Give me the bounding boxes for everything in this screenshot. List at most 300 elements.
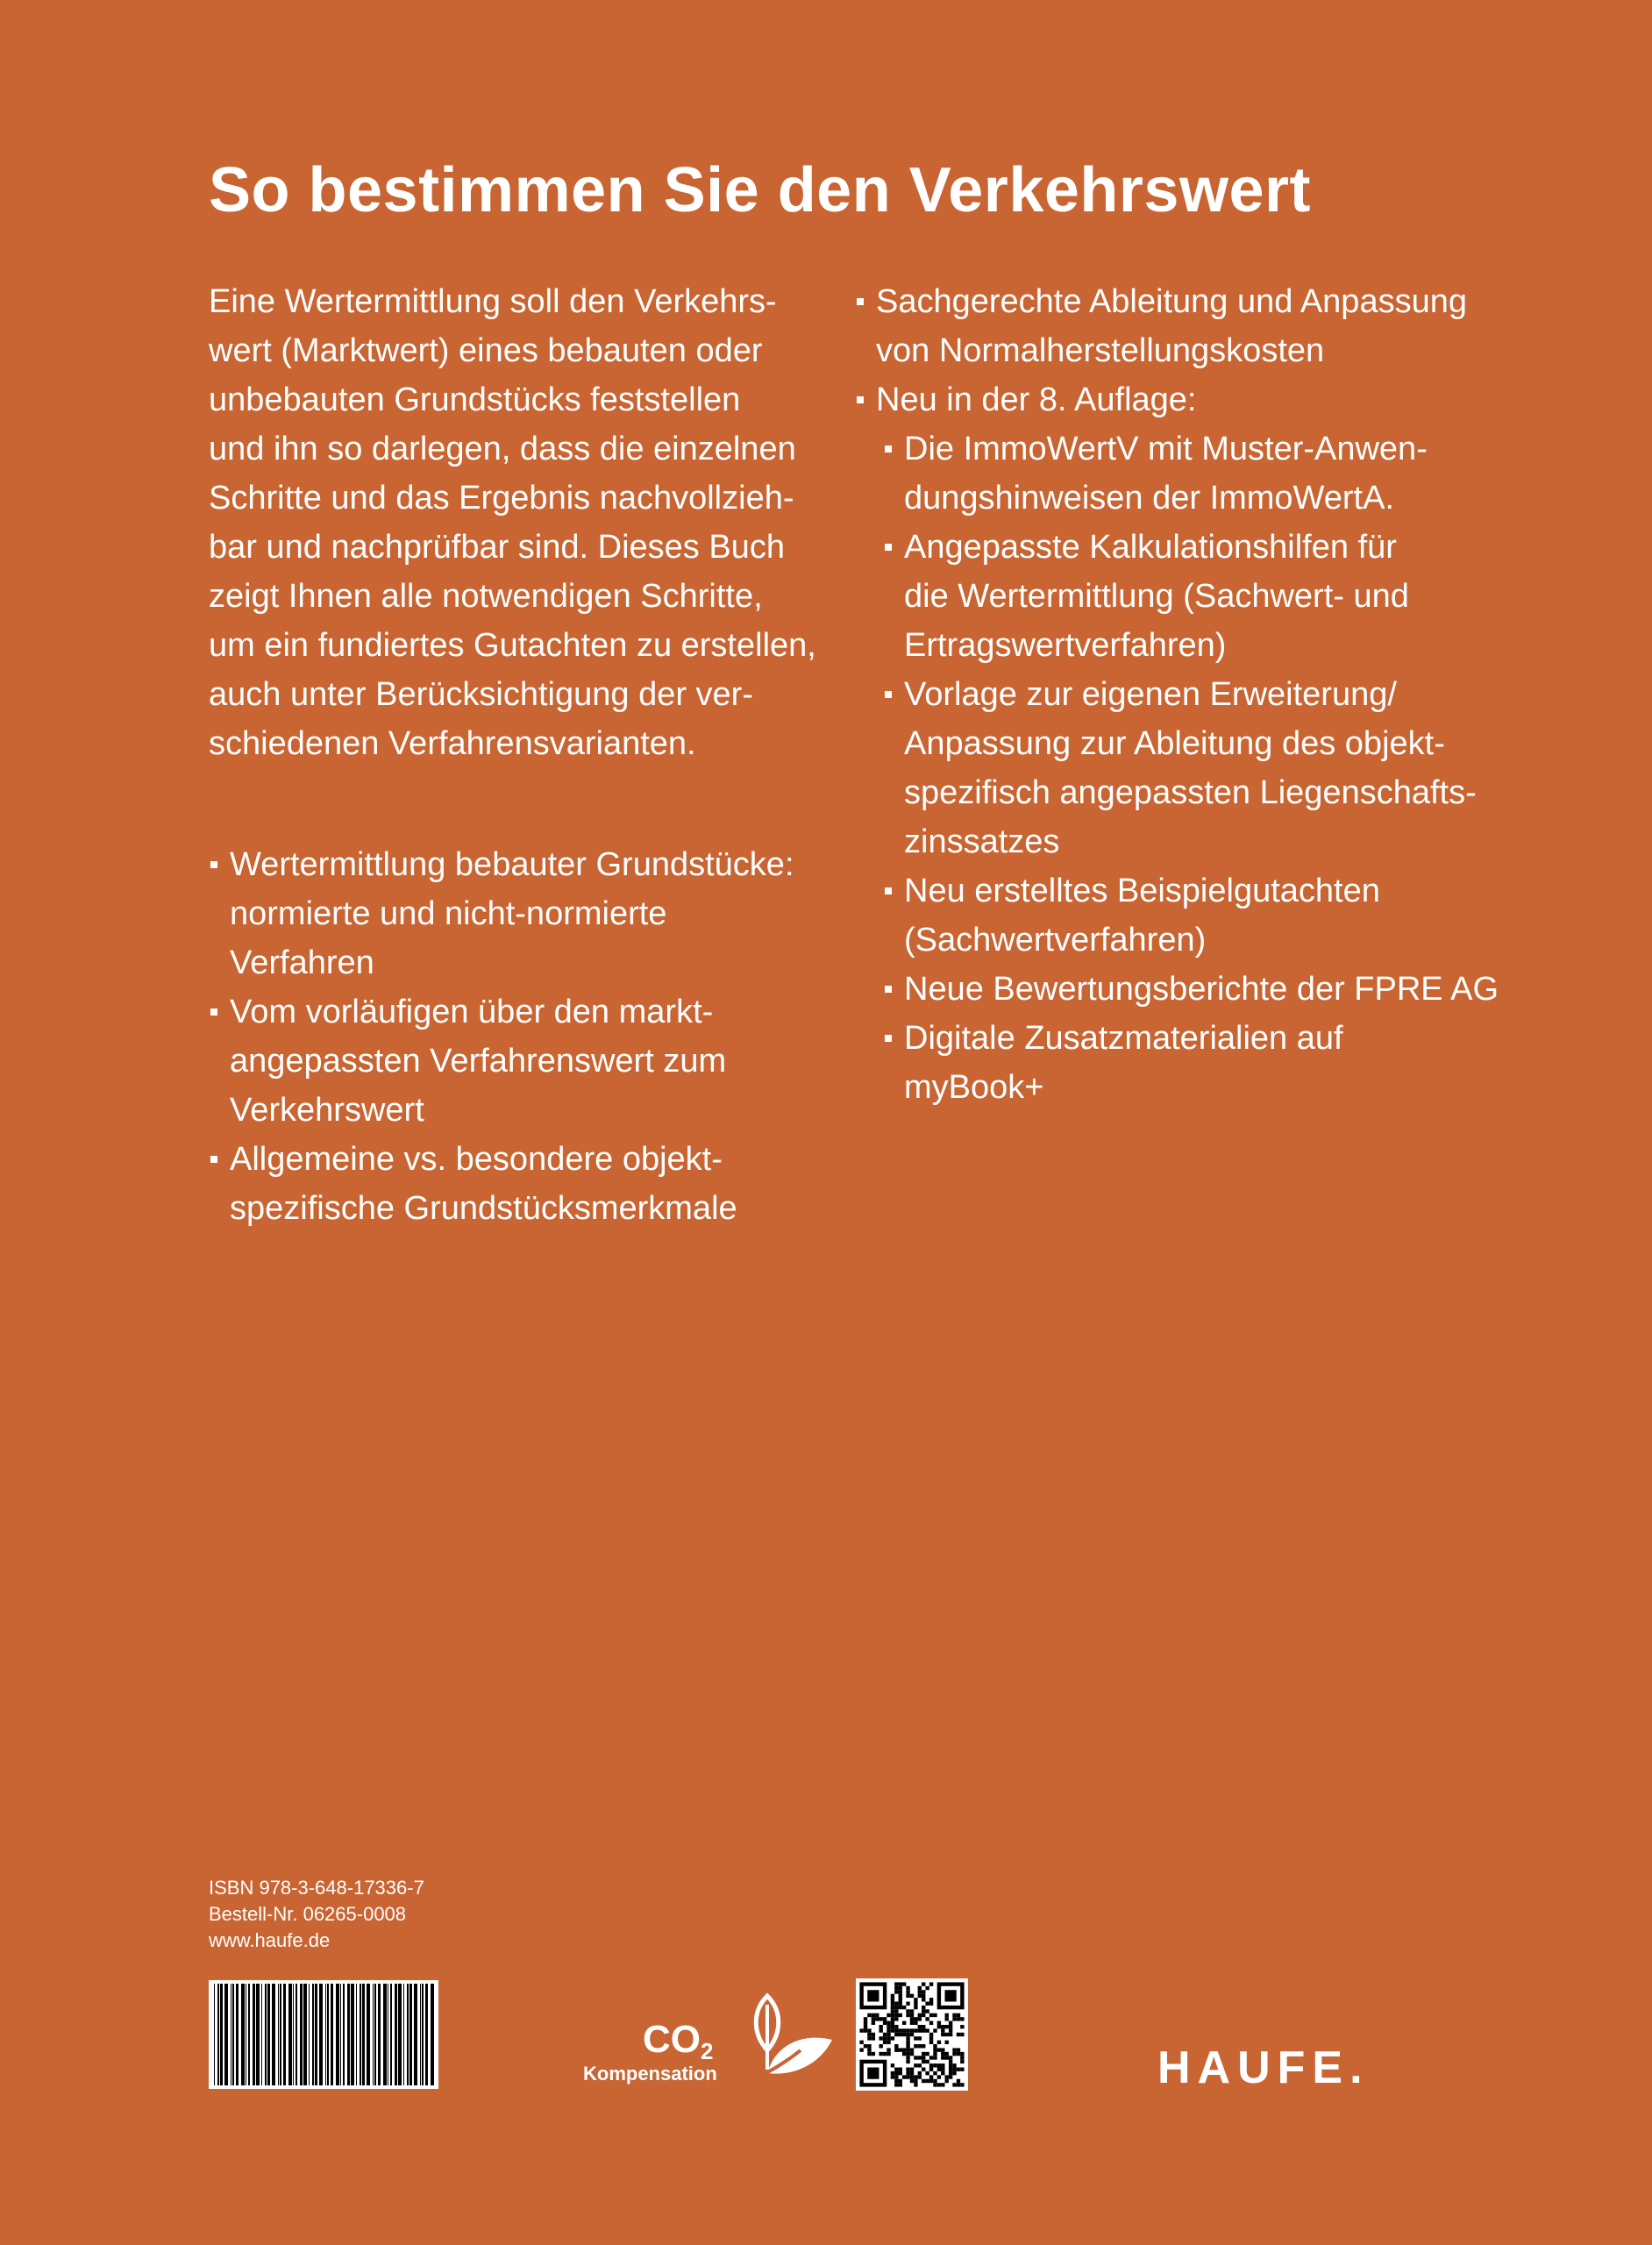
bullet-text-line: angepassten Verfahrenswert zum	[230, 1043, 727, 1080]
bullet-text-line: Anpassung zur Ableitung des objekt-	[904, 725, 1445, 762]
bullet-text-line: Angepasste Kalkulationshilfen für	[904, 529, 1397, 566]
qr-module	[859, 2048, 863, 2051]
barcode-bar	[431, 1984, 434, 2085]
qr-module	[929, 2056, 933, 2059]
qr-module	[902, 2028, 906, 2032]
qr-module	[929, 2021, 933, 2025]
qr-module	[929, 2033, 933, 2036]
qr-module	[867, 2033, 871, 2036]
qr-module	[906, 2028, 909, 2032]
barcode-bar	[272, 1984, 275, 2085]
qr-module	[957, 2079, 960, 2083]
bullet-text-line: Neu in der 8. Auflage:	[876, 381, 1197, 418]
left-column	[209, 277, 822, 1233]
qr-module	[910, 2071, 914, 2075]
qr-module	[867, 2036, 871, 2040]
bullet-item	[209, 1135, 822, 1233]
qr-module	[918, 1990, 922, 1993]
qr-module	[864, 2021, 867, 2025]
qr-module	[922, 2052, 925, 2056]
qr-module	[929, 2041, 933, 2044]
qr-module	[894, 2013, 898, 2017]
qr-module	[875, 2013, 879, 2017]
barcode-bar	[319, 1984, 323, 2085]
qr-module	[949, 2056, 952, 2059]
sub-bullet-item	[855, 523, 1469, 670]
qr-module	[891, 2075, 894, 2078]
qr-module	[922, 1994, 925, 1998]
bullet-text-line: Sachgerechte Ableitung und Anpassung	[876, 283, 1467, 320]
barcode-icon	[209, 1980, 438, 2089]
square-bullet-icon	[210, 1008, 217, 1016]
intro-line: zeigt Ihnen alle notwendigen Schritte,	[209, 578, 763, 615]
barcode-bar	[422, 1984, 424, 2085]
qr-module	[910, 2009, 914, 2013]
qr-module	[906, 2036, 909, 2040]
qr-module	[891, 2025, 894, 2028]
bullet-text-line: zinssatzes	[904, 823, 1060, 860]
qr-module	[891, 2036, 894, 2040]
qr-module	[910, 2048, 914, 2051]
qr-module	[879, 2036, 882, 2040]
qr-module	[922, 1982, 925, 1985]
barcode-bar	[340, 1984, 341, 2085]
qr-module	[937, 2068, 941, 2071]
bullet-text-line: Vom vorläufigen über den markt-	[230, 994, 714, 1030]
qr-module	[918, 2056, 922, 2059]
barcode-bar	[267, 1984, 270, 2085]
barcode-bar	[409, 1984, 412, 2085]
barcode-bar	[248, 1984, 250, 2085]
qr-module	[918, 2036, 922, 2040]
qr-module	[914, 2075, 917, 2078]
qr-module	[910, 2017, 914, 2020]
qr-module	[945, 1990, 957, 2001]
qr-module	[949, 2033, 952, 2036]
bullet-item	[209, 987, 822, 1135]
qr-module	[899, 1990, 902, 1993]
qr-module	[945, 2079, 949, 2083]
bullet-text-line: dungshinweisen der ImmoWertA.	[904, 480, 1394, 517]
qr-module	[914, 2056, 917, 2059]
order-number: Bestell-Nr. 06265-0008	[209, 1903, 407, 1925]
qr-module	[887, 2033, 890, 2036]
qr-module	[867, 2048, 871, 2051]
qr-module	[952, 2063, 956, 2067]
qr-module	[937, 2075, 941, 2078]
qr-module	[922, 1998, 925, 2001]
qr-module	[929, 2079, 933, 2083]
qr-module	[922, 2006, 925, 2009]
qr-module	[925, 2017, 929, 2020]
qr-module	[929, 1982, 933, 1985]
qr-module	[937, 2041, 941, 2044]
qr-module	[891, 2028, 894, 2032]
square-bullet-icon	[885, 887, 892, 894]
barcode-bar	[347, 1984, 350, 2085]
barcode-bar	[403, 1984, 404, 2085]
qr-module	[906, 2060, 909, 2063]
qr-module	[925, 2028, 929, 2032]
barcode-bar	[300, 1984, 303, 2085]
qr-module	[883, 2036, 887, 2040]
barcode-bar	[374, 1984, 376, 2085]
co2-label: CO2	[643, 2018, 714, 2064]
qr-module	[925, 2001, 929, 2005]
qr-module	[960, 2052, 964, 2056]
qr-module	[918, 2013, 922, 2017]
qr-module	[899, 1982, 902, 1985]
qr-module	[957, 2068, 960, 2071]
qr-module	[952, 2068, 956, 2071]
qr-module	[906, 1990, 909, 1993]
barcode-bar	[336, 1984, 339, 2085]
bullet-text-line: myBook+	[904, 1069, 1044, 1106]
qr-module	[952, 2083, 956, 2086]
qr-module	[929, 2001, 933, 2005]
barcode-bar	[309, 1984, 310, 2085]
qr-module	[910, 2021, 914, 2025]
barcode-bar	[420, 1984, 421, 2085]
qr-module	[918, 1994, 922, 1998]
qr-module	[883, 2021, 887, 2025]
bullet-text-line: Wertermittlung bebauter Grundstücke:	[230, 846, 794, 883]
qr-module	[891, 2021, 894, 2025]
qr-module	[929, 1998, 933, 2001]
qr-module	[945, 2013, 949, 2017]
qr-module	[914, 2006, 917, 2009]
barcode-bar	[378, 1984, 381, 2085]
barcode-graphic	[209, 1980, 438, 2089]
qr-module	[883, 2017, 887, 2020]
qr-module	[918, 2063, 922, 2067]
qr-module	[883, 2033, 887, 2036]
qr-module	[952, 2071, 956, 2075]
qr-module	[891, 2009, 894, 2013]
barcode-bar	[351, 1984, 354, 2085]
bullet-text-line: normierte und nicht-normierte	[230, 895, 667, 932]
qr-module	[910, 2013, 914, 2017]
qr-module	[899, 2001, 902, 2005]
qr-module	[914, 1998, 917, 2001]
qr-module	[906, 1994, 909, 1998]
qr-module	[887, 2041, 890, 2044]
barcode-bar	[288, 1984, 292, 2085]
qr-module	[949, 2068, 952, 2071]
bullet-text-line: die Wertermittlung (Sachwert- und	[904, 578, 1409, 615]
qr-module	[879, 2017, 882, 2020]
qr-module	[899, 2013, 902, 2017]
barcode-bar	[331, 1984, 333, 2085]
barcode-bar	[360, 1984, 361, 2085]
qr-module	[894, 2083, 898, 2086]
qr-module	[933, 2063, 936, 2067]
qr-module	[941, 2056, 944, 2059]
square-bullet-icon	[210, 1156, 217, 1163]
qr-module	[960, 2033, 964, 2036]
qr-module	[887, 2025, 890, 2028]
qr-module	[887, 2052, 890, 2056]
qr-module	[925, 2079, 929, 2083]
bullet-text-line: spezifisch angepassten Liegenschafts-	[904, 774, 1477, 811]
qr-module	[914, 2028, 917, 2032]
qr-module	[859, 2028, 863, 2032]
bullet-text-line: Verfahren	[230, 944, 374, 981]
square-bullet-icon	[885, 691, 892, 698]
qr-module	[899, 2068, 902, 2071]
qr-module	[887, 2021, 890, 2025]
qr-module	[910, 2079, 914, 2083]
qr-module	[957, 2048, 960, 2051]
qr-module	[914, 2044, 917, 2048]
qr-module	[899, 2079, 902, 2083]
qr-module	[864, 2044, 867, 2048]
qr-module	[906, 2009, 909, 2013]
qr-module	[949, 2075, 952, 2078]
qr-module	[867, 2052, 871, 2056]
barcode-bar	[383, 1984, 387, 2085]
qr-module	[922, 2056, 925, 2059]
qr-module	[883, 2052, 887, 2056]
qr-module	[894, 2068, 898, 2071]
qr-module	[891, 2017, 894, 2020]
barcode-bar	[407, 1984, 409, 2085]
book-meta	[209, 1875, 424, 1954]
qr-module	[910, 2028, 914, 2032]
qr-module	[899, 1986, 902, 1990]
qr-module	[867, 2028, 871, 2032]
website-link[interactable]: www.haufe.de	[209, 1929, 331, 1951]
qr-module	[910, 2075, 914, 2078]
qr-module	[867, 2013, 871, 2017]
qr-module	[879, 2044, 882, 2048]
qr-module	[933, 2071, 936, 2075]
qr-module	[945, 2025, 949, 2028]
barcode-bar	[362, 1984, 365, 2085]
qr-module	[894, 1990, 898, 1993]
barcode-bar	[214, 1984, 215, 2085]
qr-module	[945, 2075, 949, 2078]
barcode-bar	[236, 1984, 239, 2085]
sub-bullet-item	[855, 670, 1477, 866]
qr-module	[894, 2025, 898, 2028]
barcode-bar	[265, 1984, 267, 2085]
qr-module	[906, 2001, 909, 2005]
co2-compensation-badge	[583, 1989, 837, 2103]
qr-module	[902, 2033, 906, 2036]
qr-module	[957, 2033, 960, 2036]
isbn: ISBN 978-3-648-17336-7	[209, 1877, 424, 1899]
qr-module	[952, 2017, 956, 2020]
qr-module	[891, 1994, 894, 1998]
barcode-bar	[303, 1984, 307, 2085]
qr-module	[894, 2048, 898, 2051]
barcode-bar	[278, 1984, 279, 2085]
qr-module	[922, 2009, 925, 2013]
bullet-text-line: Neu erstelltes Beispielgutachten	[904, 873, 1380, 909]
qr-module	[929, 2036, 933, 2040]
intro-line: auch unter Berücksichtigung der ver-	[209, 676, 753, 713]
qr-module	[899, 2006, 902, 2009]
qr-module	[941, 2048, 944, 2051]
barcode-bar	[373, 1984, 374, 2085]
sub-bullet-item	[855, 1014, 1469, 1112]
qr-module	[941, 2083, 944, 2086]
qr-module	[941, 2025, 944, 2028]
intro-line: bar und nachprüfbar sind. Dieses Buch	[209, 529, 785, 566]
qr-module	[872, 2036, 875, 2040]
qr-module	[902, 2006, 906, 2009]
qr-module	[902, 2048, 906, 2051]
haufe-logo: HAUFE.	[1157, 2042, 1370, 2093]
qr-module	[952, 2048, 956, 2051]
qr-module	[899, 2083, 902, 2086]
qr-module	[922, 2060, 925, 2063]
bullet-text-line: Die ImmoWertV mit Muster-Anwen-	[904, 431, 1428, 467]
qr-module	[957, 2017, 960, 2020]
barcode-bar	[232, 1984, 234, 2085]
qr-module	[918, 1986, 922, 1990]
qr-module	[894, 1986, 898, 1990]
bullet-text-line: Vorlage zur eigenen Erweiterung/	[904, 676, 1397, 713]
barcode-bar	[261, 1984, 262, 2085]
qr-module	[933, 2013, 936, 2017]
qr-module	[910, 1994, 914, 1998]
qr-module	[891, 2001, 894, 2005]
sub-bullet-item	[855, 424, 1469, 523]
intro-line: Schritte und das Ergebnis nachvollzieh-	[209, 480, 794, 517]
qr-module	[875, 2017, 879, 2020]
qr-module	[960, 2068, 964, 2071]
qr-module	[906, 2068, 909, 2071]
qr-module	[933, 2044, 936, 2048]
qr-module	[952, 2052, 956, 2056]
bullet-text-line: Allgemeine vs. besondere objekt-	[230, 1141, 723, 1178]
barcode-bar	[395, 1984, 397, 2085]
qr-module	[906, 2075, 909, 2078]
qr-module	[894, 2017, 898, 2020]
qr-module	[949, 2028, 952, 2032]
qr-module	[883, 2041, 887, 2044]
qr-module	[872, 2017, 875, 2020]
bullet-text-line: (Sachwertverfahren)	[904, 922, 1207, 959]
qr-module	[879, 2052, 882, 2056]
qr-module	[957, 2083, 960, 2086]
qr-module	[894, 2001, 898, 2005]
intro-line: um ein fundiertes Gutachten zu erstellen,	[209, 627, 816, 664]
square-bullet-icon	[885, 445, 892, 453]
bullet-item	[855, 277, 1469, 375]
qr-module	[894, 2071, 898, 2075]
qr-module	[872, 2052, 875, 2056]
qr-module	[949, 2063, 952, 2067]
qr-module	[918, 2044, 922, 2048]
qr-module	[887, 2036, 890, 2040]
qr-code-icon	[856, 1978, 968, 2091]
qr-module	[902, 2075, 906, 2078]
qr-module	[867, 2044, 871, 2048]
intro-line: wert (Marktwert) eines bebauten oder	[209, 332, 763, 369]
square-bullet-icon	[885, 986, 892, 993]
qr-module	[887, 2048, 890, 2051]
qr-module	[929, 2068, 933, 2071]
qr-module	[899, 2028, 902, 2032]
qr-module	[925, 2060, 929, 2063]
barcode-bar	[241, 1984, 245, 2085]
qr-module	[933, 2056, 936, 2059]
sub-bullet-item	[855, 866, 1469, 965]
qr-module	[894, 2006, 898, 2009]
qr-module	[910, 2033, 914, 2036]
intro-line: und ihn so darlegen, dass die einzelnen	[209, 431, 796, 467]
qr-module	[864, 2025, 867, 2028]
qr-module	[960, 2017, 964, 2020]
intro-line: schiedenen Verfahrensvarianten.	[209, 725, 696, 762]
qr-module	[941, 2068, 944, 2071]
qr-module	[864, 2017, 867, 2020]
intro-paragraph	[209, 277, 822, 768]
qr-module	[937, 2083, 941, 2086]
barcode-bar	[390, 1984, 392, 2085]
qr-module	[925, 2009, 929, 2013]
qr-module	[879, 2028, 882, 2032]
qr-module	[887, 2028, 890, 2032]
qr-module	[894, 2033, 898, 2036]
qr-module	[906, 2048, 909, 2051]
qr-module	[906, 2044, 909, 2048]
qr-module	[925, 2052, 929, 2056]
qr-module	[906, 2041, 909, 2044]
qr-module	[859, 2041, 863, 2044]
qr-code-graphic	[856, 1978, 968, 2091]
square-bullet-icon	[857, 396, 864, 403]
leaf-icon	[732, 1989, 837, 2103]
bullet-text-line: Ertragswertverfahren)	[904, 627, 1227, 664]
qr-module	[922, 2068, 925, 2071]
qr-module	[867, 1990, 879, 2001]
intro-line: Eine Wertermittlung soll den Verkehrs-	[209, 283, 777, 320]
qr-module	[949, 2021, 952, 2025]
qr-module	[960, 2060, 964, 2063]
qr-module	[894, 1982, 898, 1985]
qr-module	[933, 2079, 936, 2083]
back-cover-title: So bestimmen Sie den Verkehrswert	[209, 155, 1311, 225]
barcode-bar	[220, 1984, 223, 2085]
qr-module	[922, 2028, 925, 2032]
qr-module	[910, 2052, 914, 2056]
barcode-bar	[315, 1984, 317, 2085]
qr-module	[918, 2017, 922, 2020]
qr-module	[906, 2056, 909, 2059]
barcode-bar	[253, 1984, 255, 2085]
qr-module	[891, 2071, 894, 2075]
qr-module	[906, 2052, 909, 2056]
barcode-bar	[425, 1984, 428, 2085]
qr-module	[937, 2025, 941, 2028]
qr-module	[922, 2079, 925, 2083]
qr-module	[941, 2071, 944, 2075]
barcode-bar	[398, 1984, 402, 2085]
qr-module	[941, 2063, 944, 2067]
barcode-bar	[224, 1984, 228, 2085]
qr-module	[945, 2056, 949, 2059]
qr-module	[949, 2071, 952, 2075]
qr-module	[872, 2021, 875, 2025]
qr-module	[914, 2083, 917, 2086]
qr-module	[960, 2083, 964, 2086]
bullet-text-line: Digitale Zusatzmaterialien auf	[904, 1020, 1343, 1057]
barcode-bar	[327, 1984, 329, 2085]
